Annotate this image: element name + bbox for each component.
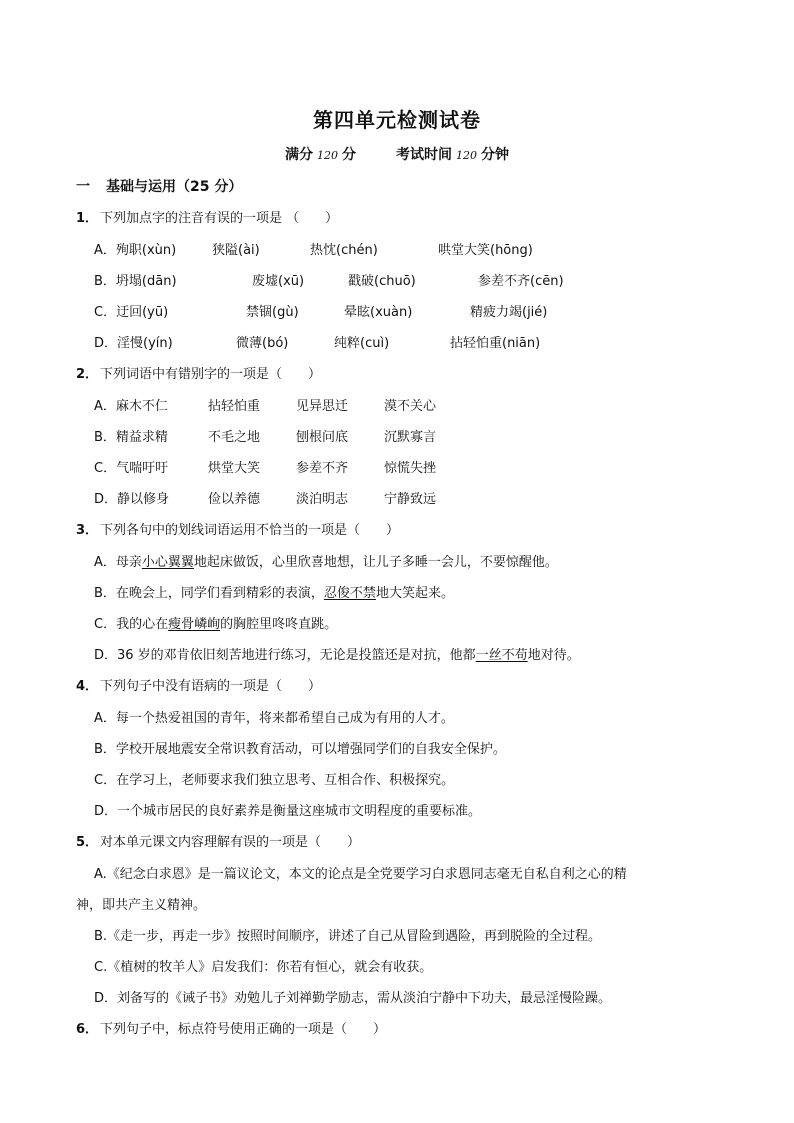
- q3-option-a: [94, 551, 558, 570]
- option-word: 烘堂大笑: [208, 461, 261, 476]
- q1-option-d: [94, 332, 540, 351]
- q2-option-c: [94, 457, 436, 476]
- option-word: 狭隘(ài): [212, 243, 260, 258]
- option-word: 禁锢(gù): [246, 305, 299, 320]
- q2-option-d: [94, 488, 436, 507]
- option-word: 晕眩(xuàn): [344, 305, 413, 320]
- option-word: 不毛之地: [208, 430, 261, 445]
- question-stem: 下列词语中有错别字的一项是（ ）: [100, 367, 322, 382]
- question-1: 1． 下列加点字的注音有误的一项是 （ ）: [76, 211, 339, 226]
- option-word: 拈轻怕重: [208, 399, 261, 414]
- q4-option-d: D．一个城市居民的良好素养是衡量这座城市文明程度的重要标准。: [94, 804, 482, 819]
- score-unit: 分: [342, 147, 356, 163]
- exam-info: [0, 144, 794, 164]
- q5-option-a: A.《纪念白求恩》是一篇议论文，本文的论点是全党要学习白求恩同志毫无自私自利之心的精: [94, 867, 627, 882]
- option-word: 微薄(bó): [236, 336, 289, 351]
- question-stem: 对本单元课文内容理解有误的一项是（ ）: [100, 835, 361, 850]
- question-stem: 下列各句中的划线词语运用不恰当的一项是（ ）: [100, 523, 400, 538]
- option-word: 刨根问底: [296, 430, 349, 445]
- option-word: 俭以养德: [208, 492, 261, 507]
- option-text: B．在晚会上，同学们看到精彩的表演，: [94, 586, 324, 601]
- option-word: A．殉职(xùn): [94, 243, 177, 258]
- question-2: 2． 下列词语中有错别字的一项是（ ）: [76, 367, 322, 382]
- question-5: 5． 对本单元课文内容理解有误的一项是（ ）: [76, 835, 361, 850]
- q4-option-b: B．学校开展地震安全常识教育活动，可以增强同学们的自我安全保护。: [94, 742, 506, 757]
- option-word: A．麻木不仁: [94, 399, 168, 414]
- q5-option-a-continued: 神，即共产主义精神。: [76, 898, 207, 913]
- question-stem: 下列加点字的注音有误的一项是 （ ）: [100, 211, 339, 226]
- option-word: 沉默寡言: [384, 430, 437, 445]
- option-word: 哄堂大笑(hōng): [438, 243, 533, 258]
- option-word: 宁静致远: [384, 492, 437, 507]
- q4-option-c: C．在学习上，老师要求我们独立思考、互相合作、积极探究。: [94, 773, 455, 788]
- q4-option-a: A．每一个热爱祖国的青年，将来都希望自己成为有用的人才。: [94, 711, 454, 726]
- underlined-phrase: 一丝不苟: [475, 648, 528, 663]
- page-title: 第四单元检测试卷: [313, 108, 481, 132]
- underlined-phrase: 忍俊不禁: [323, 586, 376, 601]
- option-word: D．静以修身: [94, 492, 170, 507]
- question-6: 6． 下列句子中，标点符号使用正确的一项是（ ）: [76, 1022, 387, 1037]
- time-label: 考试时间: [396, 147, 452, 163]
- option-text: 地起床做饭，心里欣喜地想，让儿子多睡一会儿，不要惊醒他。: [193, 555, 558, 570]
- option-word: D．淫慢(yín): [94, 336, 173, 351]
- q5-option-c: C.《植树的牧羊人》启发我们：你若有恒心，就会有收获。: [94, 960, 433, 975]
- q2-option-b: [94, 426, 436, 445]
- underlined-phrase: 小心翼翼: [141, 555, 194, 570]
- score-value: 120: [317, 149, 338, 162]
- time-value: 120: [456, 149, 477, 162]
- option-word: 参差不齐(cēn): [478, 274, 564, 289]
- q1-option-b: [94, 270, 564, 289]
- underlined-phrase: 瘦骨嶙峋: [168, 617, 221, 632]
- question-3: 3． 下列各句中的划线词语运用不恰当的一项是（ ）: [76, 523, 400, 538]
- option-word: 漠不关心: [384, 399, 437, 414]
- option-text: 地对待。: [527, 648, 580, 663]
- q3-option-b: [94, 582, 454, 601]
- option-word: 戳破(chuō): [348, 274, 416, 289]
- q5-option-b: B.《走一步，再走一步》按照时间顺序，讲述了自己从冒险到遇险，再到脱险的全过程。: [94, 929, 602, 944]
- option-text: 的胸腔里咚咚直跳。: [220, 617, 338, 632]
- option-word: B．精益求精: [94, 430, 168, 445]
- q5-option-d: D．刘备写的《诫子书》劝勉儿子刘禅勤学励志，需从淡泊宁静中下功夫，最忌淫慢险躁。: [94, 991, 612, 1006]
- section-number: 一: [76, 179, 90, 195]
- q2-option-a: [94, 395, 436, 414]
- q1-option-a: [94, 239, 533, 258]
- option-text: C．我的心在: [94, 617, 169, 632]
- option-word: 拈轻怕重(niān): [450, 336, 541, 351]
- q1-option-c: [94, 301, 547, 320]
- option-word: 淡泊明志: [296, 492, 349, 507]
- question-stem: 下列句子中没有语病的一项是（ ）: [100, 679, 322, 694]
- section-heading: [76, 176, 242, 196]
- option-word: 热忱(chén): [310, 243, 378, 258]
- option-word: 精疲力竭(jié): [470, 305, 548, 320]
- option-text: D．36 岁的邓肯依旧刻苦地进行练习，无论是投篮还是对抗，他都: [94, 648, 476, 663]
- option-text: 地大笑起来。: [375, 586, 454, 601]
- question-4: 4． 下列句子中没有语病的一项是（ ）: [76, 679, 322, 694]
- option-word: 参差不齐: [296, 461, 349, 476]
- option-word: 纯粹(cuì): [334, 336, 390, 351]
- q3-option-d: [94, 644, 580, 663]
- option-text: A．母亲: [94, 555, 142, 570]
- option-word: C．气喘吁吁: [94, 461, 169, 476]
- option-word: 惊慌失挫: [384, 461, 437, 476]
- option-word: B．坍塌(dān): [94, 274, 177, 289]
- question-stem: 下列句子中，标点符号使用正确的一项是（ ）: [100, 1022, 387, 1037]
- option-word: 废墟(xū): [252, 274, 305, 289]
- section-title: 基础与运用（25 分）: [106, 179, 243, 195]
- option-word: 见异思迁: [296, 399, 349, 414]
- q3-option-c: [94, 613, 337, 632]
- option-word: C．迂回(yū): [94, 305, 169, 320]
- score-label: 满分: [285, 147, 313, 163]
- time-unit: 分钟: [481, 147, 509, 163]
